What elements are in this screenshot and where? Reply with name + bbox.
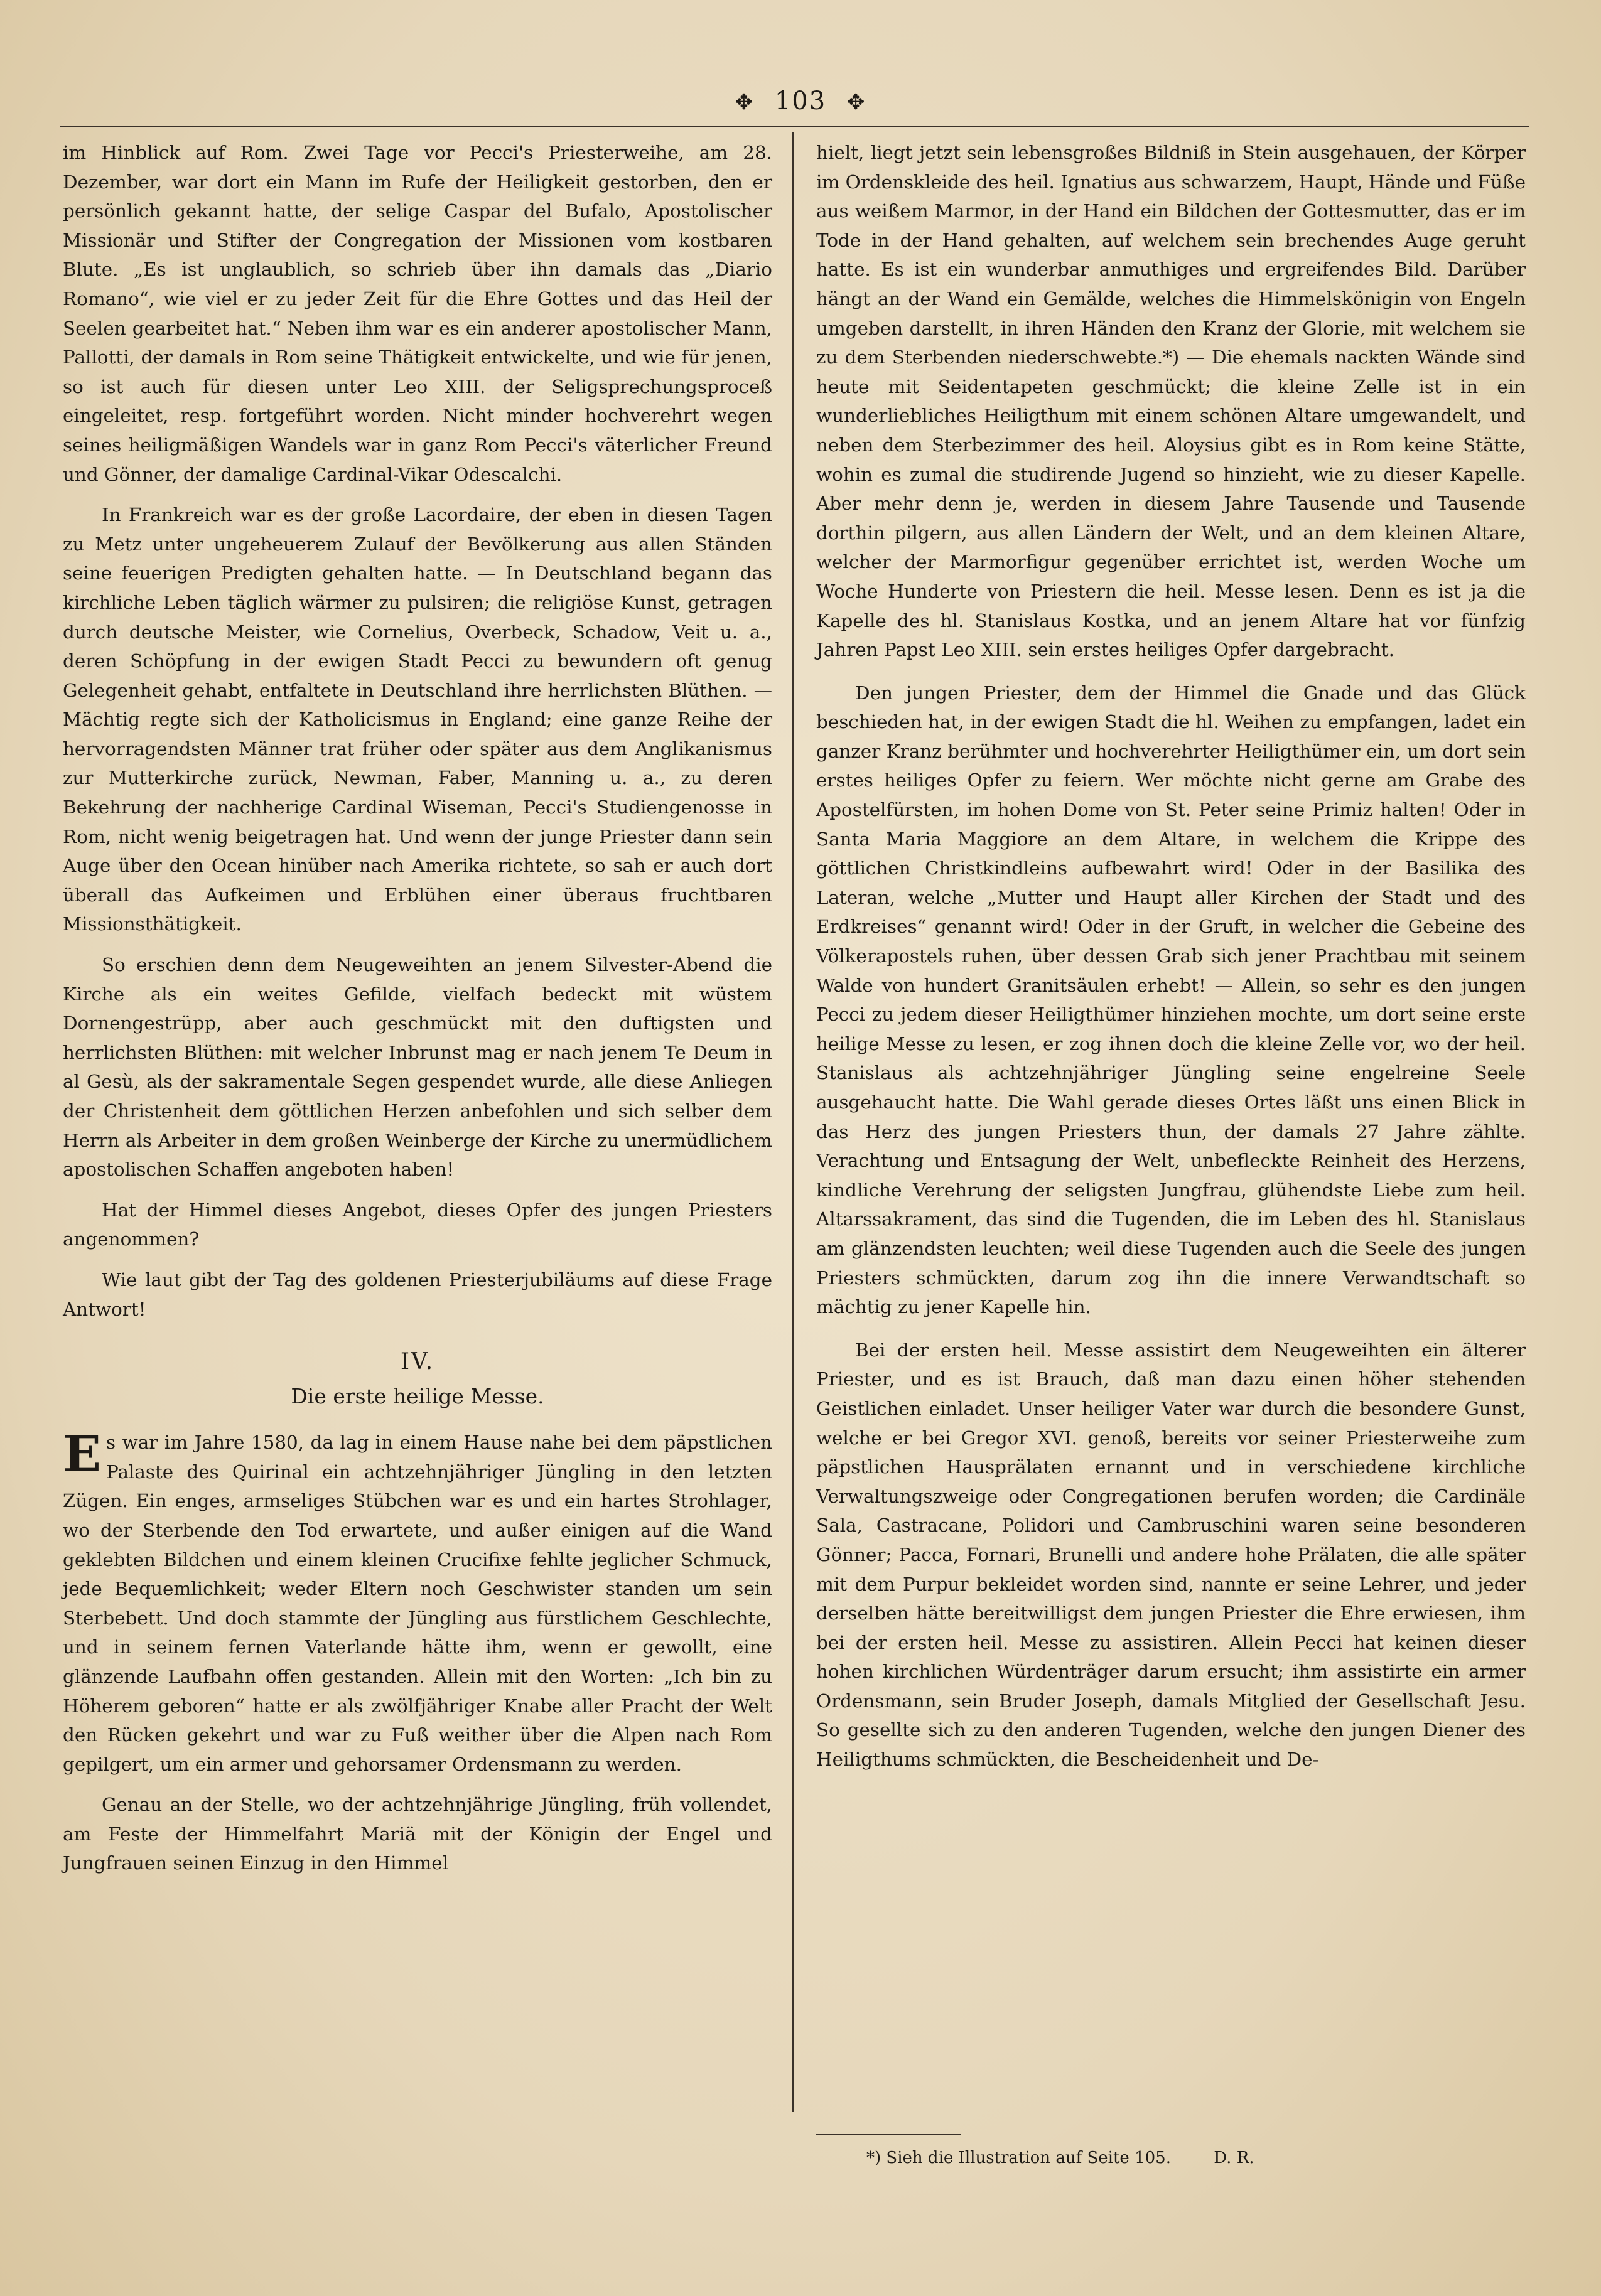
page-number: 103: [774, 87, 827, 115]
right-column: [816, 138, 1526, 1774]
drop-cap: E: [63, 1424, 101, 1484]
paragraph: Wie laut gibt der Tag des goldenen Priesterjubiläums auf diese Frage Antwort!: [63, 1269, 772, 1320]
paragraph: im Hinblick auf Rom. Zwei Tage vor Pecci's Priesterweihe, am 28. Dezember, war dort ein Mann im Rufe der Heiligkeit gestorben, den er persönlich gekannt hatte, der selige Caspar del Bufalo, Apostolischer Missionär und Stifter der Congregation der Missionen vom kostbaren Blute. „Es ist unglaublich, so schrieb über ihn damals das „Diario Romano“, wie viel er zu jeder Zeit für die Ehre Gottes und das Heil der Seelen gearbeitet hat.“ Neben ihm war es ein anderer apostolischer Mann, Pallotti, der damals in Rom seine Thätigkeit entwickelte, und wie für jenen, so ist auch für diesen unter Leo XIII. der Seligsprechungsproceß eingeleitet, resp. fortgeführt worden. Nicht minder hochverehrt wegen seines heiligmäßigen Wandels war in ganz Rom Pecci's väterlicher Freund und Gönner, der damalige Cardinal-Vikar Odescalchi.: [63, 142, 772, 485]
section-title: Die erste heilige Messe.: [291, 1384, 544, 1409]
paragraph: Hat der Himmel dieses Angebot, dieses Opfer des jungen Priesters angenommen?: [63, 1199, 772, 1250]
ornament-right-icon: ✥: [846, 90, 866, 115]
paragraph-text: s war im Jahre 1580, da lag in einem Hause nahe bei dem päpstlichen Palaste des Quirinal ein achtzehnjähriger Jüngling in den letzten Zügen. Ein enges, armseliges Stübchen war es und ein hartes Strohlager, wo der Sterbende den Tod erwartete, und außer einigen auf die Wand geklebten Bildchen und einem kleinen Crucifixe fehlte jeglicher Schmuck, jede Bequemlichkeit; weder Eltern noch Geschwister standen um sein Sterbebett. Und doch stammte der Jüngling aus fürstlichem Geschlechte, und in seinem fernen Vaterlande hätte ihm, wenn er gewollt, eine glänzende Laufbahn offen gestanden. Allein mit den Worten: „Ich bin zu Höherem geboren“ hatte er als zwölfjähriger Knabe aller Pracht der Welt den Rücken gekehrt und war zu Fuß weither über die Alpen nach Rom gepilgert, um ein armer und gehorsamer Ordensmann zu werden.: [63, 1432, 772, 1775]
paragraph: hielt, liegt jetzt sein lebensgroßes Bildniß in Stein ausgehauen, der Körper im Ordenskleide des heil. Ignatius aus schwarzem, Haupt, Hände und Füße aus weißem Marmor, in der Hand ein Bildchen der Gottesmutter, das er im Tode in der Hand gehalten, auf welchem sein brechendes Auge geruht hatte. Es ist ein wunderbar anmuthiges und ergreifendes Bild. Darüber hängt an der Wand ein Gemälde, welches die Himmelskönigin von Engeln umgeben darstellt, in ihren Händen den Kranz der Glorie, mit welchem sie zu dem Sterbenden niederschwebte.*) — Die ehemals nackten Wände sind heute mit Seidentapeten geschmückt; die kleine Zelle ist in ein wunderliebliches Heiligthum mit einem schönen Altare umgewandelt, und neben dem Sterbezimmer des heil. Aloysius gibt es in Rom keine Stätte, wohin es zumal die studirende Jugend so hinzieht, wie zu dieser Kapelle. Aber mehr denn je, werden in diesem Jahre Tausende und Tausende dorthin pilgern, aus allen Ländern der Welt, und an dem kleinen Altare, welcher der Marmorfigur gegenüber errichtet ist, werden Woche um Woche Hunderte von Priestern die heil. Messe lesen. Denn es ist ja die Kapelle des hl. Stanislaus Kostka, und an jenem Altare hat vor fünfzig Jahren Papst Leo XIII. sein erstes heiliges Opfer dargebracht.: [816, 142, 1526, 661]
footnote-signature: D. R.: [1214, 2148, 1254, 2167]
footnote-text: *) Sieh die Illustration auf Seite 105.: [866, 2148, 1171, 2167]
left-column: [63, 138, 772, 1878]
page-header: [0, 87, 1601, 115]
ornament-left-icon: ✥: [735, 90, 755, 115]
section-number: IV.: [400, 1349, 435, 1375]
paragraph: Bei der ersten heil. Messe assistirt dem Neugeweihten ein älterer Priester, und es ist Brauch, daß man dazu einen höher stehenden Geistlichen einladet. Unser heiliger Vater war durch die besondere Gunst, welche er bei Gregor XVI. genoß, bereits vor seiner Priesterweihe zum päpstlichen Hausprälaten ernannt und in verschiedene kirchliche Verwaltungszweige oder Congregationen berufen worden; die Cardinäle Sala, Castracane, Polidori und Cambruschini waren seine besonderen Gönner; Pacca, Fornari, Brunelli und andere hohe Prälaten, die alle später mit dem Purpur bekleidet worden sind, nannte er seine Lehrer, und jeder derselben hätte bereitwilligst dem jungen Priester die Ehre erwiesen, ihm bei der ersten heil. Messe zu assistiren. Allein Pecci hat keinen dieser hohen kirchlichen Würdenträger darum ersucht; ihm assistirte ein armer Ordensmann, sein Bruder Joseph, damals Mitglied der Gesellschaft Jesu. So gesellte sich zu den anderen Tugenden, welche den jungen Diener des Heiligthums schmückten, die Bescheidenheit und De-: [816, 1339, 1526, 1771]
paragraph: In Frankreich war es der große Lacordaire, der eben in diesen Tagen zu Metz unter ungeheuerem Zulauf der Bevölkerung aus allen Ständen seine feuerigen Predigten gehalten hatte. — In Deutschland begann das kirchliche Leben täglich wärmer zu pulsiren; die religiöse Kunst, getragen durch deutsche Meister, wie Cornelius, Overbeck, Schadow, Veit u. a., deren Schöpfung in der ewigen Stadt Pecci zu bewundern oft genug Gelegenheit gehabt, entfaltete in Deutschland ihre herrlichsten Blüthen. — Mächtig regte sich der Katholicismus in England; eine ganze Reihe der hervorragendsten Männer trat früher oder später aus dem Anglikanismus zur Mutterkirche zurück, Newman, Faber, Manning u. a., zu deren Bekehrung der nachherige Cardinal Wiseman, Pecci's Studiengenosse in Rom, nicht wenig beigetragen hat. Und wenn der junge Priester dann sein Auge über den Ocean hinüber nach Amerika richtete, so sah er auch dort überall das Aufkeimen und Erblühen einer überaus fruchtbaren Missionsthätigkeit.: [63, 504, 772, 935]
header-rule: [60, 126, 1529, 127]
paragraph: [63, 1424, 772, 1779]
paragraph: So erschien denn dem Neugeweihten an jenem Silvester-Abend die Kirche als ein weites Gefilde, vielfach bedeckt mit wüstem Dornengestrüpp, aber auch geschmückt mit den duftigsten und herrlichsten Blüthen: mit welcher Inbrunst mag er nach jenem Te Deum in al Gesù, als der sakramentale Segen gespendet wurde, alle diese Anliegen der Christenheit dem göttlichen Herzen anbefohlen und sich selber dem Herrn als Arbeiter in dem großen Weinberge der Kirche zu unermüdlichem apostolischen Schaffen angeboten haben!: [63, 954, 772, 1181]
paragraph: Den jungen Priester, dem der Himmel die Gnade und das Glück beschieden hat, in der ewigen Stadt die hl. Weihen zu empfangen, ladet ein ganzer Kranz berühmter und hochverehrter Heiligthümer ein, um dort sein erstes heiliges Opfer zu feiern. Wer möchte nicht gerne am Grabe des Apostelfürsten, im hohen Dome von St. Peter seine Primiz halten! Oder in Santa Maria Maggiore an dem Altare, in welchem die Krippe des göttlichen Christkindleins aufbewahrt wird! Oder in der Basilika des Lateran, welche „Mutter und Haupt aller Kirchen der Stadt und des Erdkreises“ genannt wird! Oder in der Gruft, in welcher die Gebeine des Völkerapostels ruhen, über dessen Grab sich jener Prachtbau mit seinem Walde von hundert Granitsäulen erhebt! — Allein, so sehr es den jungen Pecci zu jedem dieser Heiligthümer hinziehen mochte, um dort seine erste heilige Messe zu lesen, er zog ihnen doch die kleine Zelle vor, wo der heil. Stanislaus als achtzehnjähriger Jüngling seine engelreine Seele ausgehaucht hatte. Die Wahl gerade dieses Ortes läßt uns einen Blick in das Herz des jungen Priesters thun, der damals 27 Jahre zählte. Verachtung und Entsagung der Welt, unbefleckte Reinheit des Herzens, kindliche Verehrung der seligsten Jungfrau, glühendste Liebe zum heil. Altarssakrament, das sind die Tugenden, die im Leben des hl. Stanislaus am glänzendsten leuchten; weil diese Tugenden auch die Seele des jungen Priesters schmückten, darum zog ihn die innere Verwandtschaft so mächtig zu jener Kapelle hin.: [816, 682, 1526, 1318]
paragraph: Genau an der Stelle, wo der achtzehnjährige Jüngling, früh vollendet, am Feste der Himmelfahrt Mariä mit der Königin der Engel und Jungfrauen seinen Einzug in den Himmel: [63, 1794, 772, 1874]
footnote-rule: [816, 2134, 961, 2135]
footnote: [816, 2145, 1526, 2170]
column-divider: [792, 132, 794, 2112]
